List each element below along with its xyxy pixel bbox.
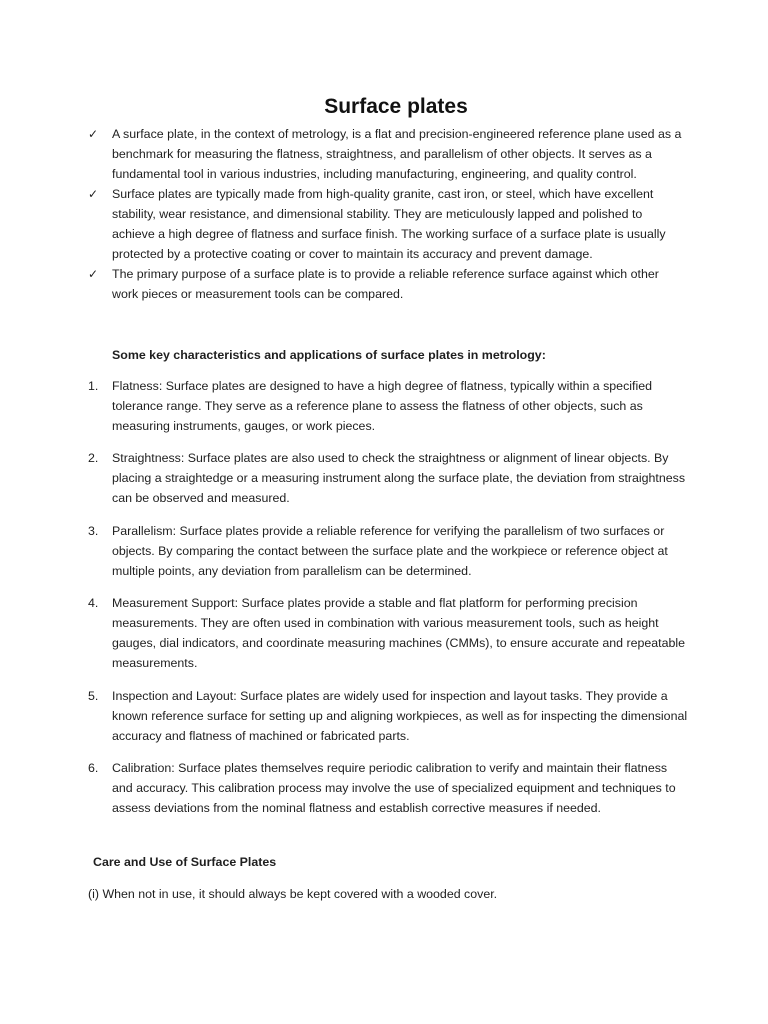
bullet-item xyxy=(88,184,688,264)
care-heading: Care and Use of Surface Plates xyxy=(93,855,277,869)
checkmark-icon: ✓ xyxy=(88,127,99,141)
list-item xyxy=(88,376,688,436)
checkmark-icon: ✓ xyxy=(88,187,99,201)
item-number: 5. xyxy=(88,688,99,703)
checkmark-icon: ✓ xyxy=(88,267,99,281)
bullet-text: Surface plates are typically made from high-quality granite, cast iron, or steel, which have excellent stability, wear resistance, and dimensional stability. They are meticulously lapped and polished to achieve a high degree of flatness and surface finish. The working surface of a surface plate is usually protected by a protective coating or cover to maintain its accuracy and prevent damage. xyxy=(112,187,666,261)
item-number: 4. xyxy=(88,596,99,611)
list-item xyxy=(88,521,688,581)
item-number: 6. xyxy=(88,760,99,775)
item-text: Inspection and Layout: Surface plates are widely used for inspection and layout tasks. They provide a known reference surface for setting up and aligning workpieces, as well as for inspecting the dimensional accuracy and flatness of machined or fabricated parts. xyxy=(112,688,688,743)
intro-bullet-list xyxy=(88,124,688,304)
care-item: (i) When not in use, it should always be kept covered with a wooded cover. xyxy=(88,887,498,901)
bullet-item xyxy=(88,124,688,184)
list-item xyxy=(88,758,688,818)
list-item xyxy=(88,448,688,508)
bullet-text: A surface plate, in the context of metrology, is a flat and precision-engineered reference plane used as a benchmark for measuring the flatness, straightness, and parallelism of other objects. It serves as a fundamental tool in various industries, including manufacturing, engineering, and quality control. xyxy=(112,127,682,181)
list-item xyxy=(88,686,688,746)
item-text: Parallelism: Surface plates provide a reliable reference for verifying the parallelism of two surfaces or objects. By comparing the contact between the surface plate and the workpiece or reference object at multiple points, any deviation from parallelism can be determined. xyxy=(112,523,668,578)
bullet-item xyxy=(88,264,688,304)
item-text: Measurement Support: Surface plates provide a stable and flat platform for performing precision measurements. They are often used in combination with various measurement tools, such as height gauges, dial indicators, and coordinate measuring machines (CMMs), to ensure accurate and repeatable measurements. xyxy=(112,596,686,671)
item-text: Straightness: Surface plates are also used to check the straightness or alignment of linear objects. By placing a straightedge or a measuring instrument along the surface plate, the deviation from straightness can be observed and measured. xyxy=(112,451,686,506)
item-number: 3. xyxy=(88,523,99,538)
bullet-text: The primary purpose of a surface plate is to provide a reliable reference surface against which other work pieces or measurement tools can be compared. xyxy=(112,267,659,301)
item-text: Flatness: Surface plates are designed to have a high degree of flatness, typically within a specified tolerance range. They serve as a reference plane to assess the flatness of other objects, such as measuring instruments, gauges, or work pieces. xyxy=(112,379,652,433)
page-title: Surface plates xyxy=(324,95,468,118)
item-number: 1. xyxy=(88,379,99,393)
item-number: 2. xyxy=(88,451,99,466)
item-text: Calibration: Surface plates themselves require periodic calibration to verify and maintain their flatness and accuracy. This calibration process may involve the use of specialized equipment and techniques to assess deviations from the nominal flatness and establish corrective measures if needed. xyxy=(112,760,676,815)
characteristics-list xyxy=(88,376,688,830)
section-subheading: Some key characteristics and applications of surface plates in metrology: xyxy=(112,348,546,362)
list-item xyxy=(88,593,688,673)
